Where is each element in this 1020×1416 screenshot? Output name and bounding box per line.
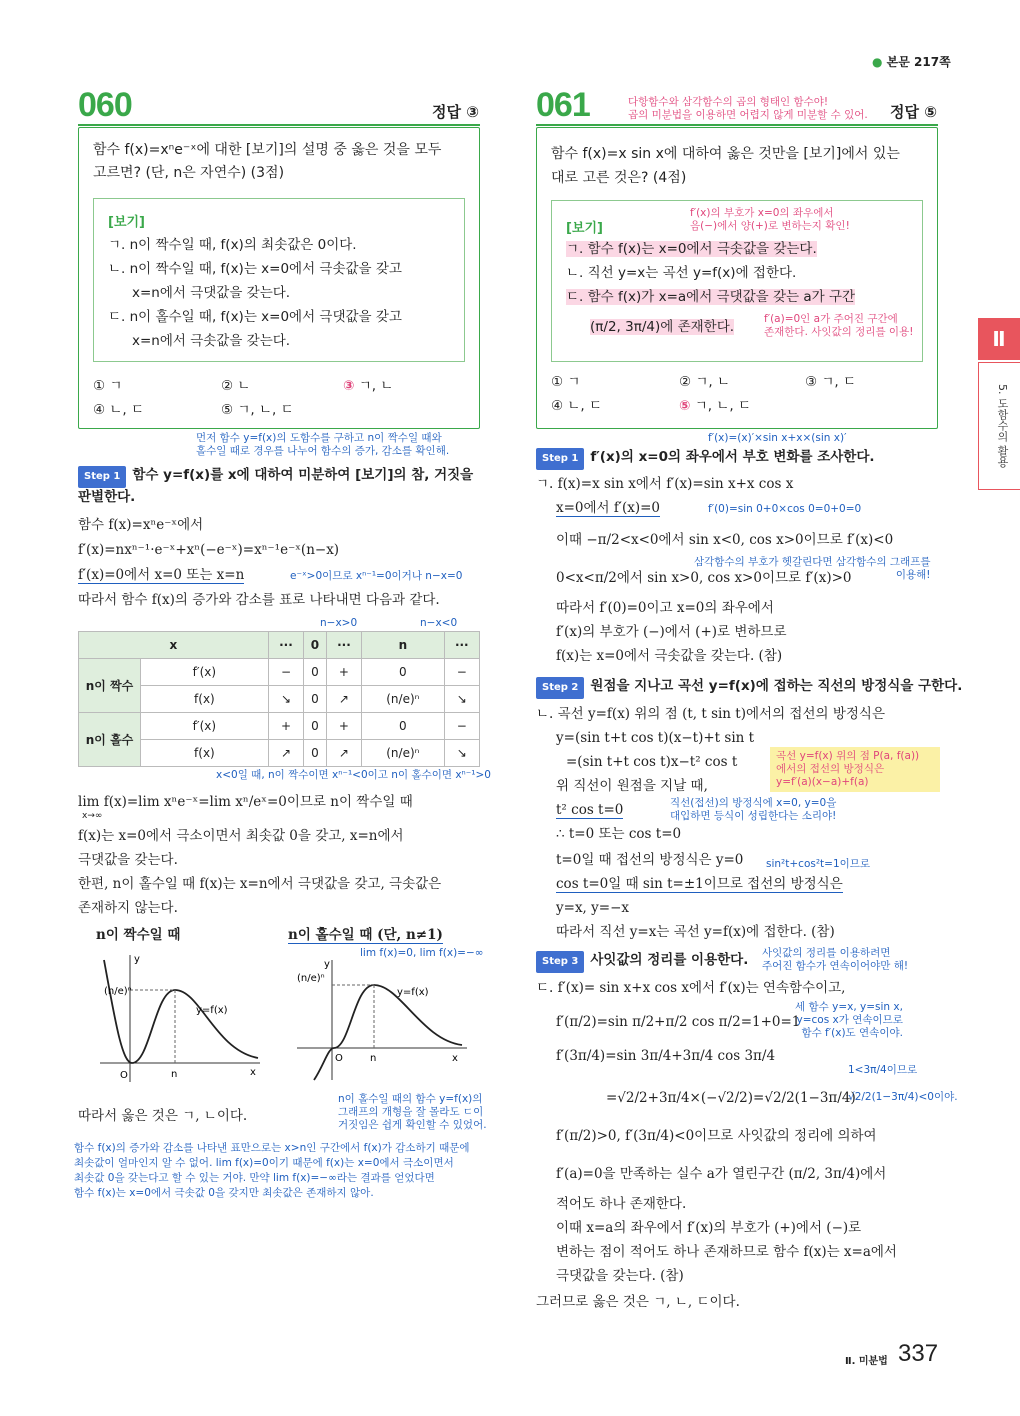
check-icon: ③ (343, 378, 355, 394)
table-cell: − (444, 659, 479, 686)
graph-even (90, 950, 265, 1085)
peak-label: (n/e)ⁿ (297, 973, 325, 984)
table-cell: (n/e)ⁿ (362, 740, 444, 767)
note-zero: e⁻ˣ>0이므로 xⁿ⁻¹=0이거나 n−x=0 (290, 570, 463, 582)
s3-line2: f′(π/2)=sin π/2+π/2 cos π/2=1+0=1 (556, 1014, 801, 1030)
table-cell: + (268, 713, 303, 740)
note-line: 대입하면 등식이 성립한다는 소리야! (670, 810, 837, 822)
s2-line5-text: t² cos t=0 (556, 802, 624, 818)
note-061-head (628, 96, 868, 122)
graph-odd-title-text: n이 홀수일 때 (단, n≠1) (288, 927, 443, 943)
note-step1-061: f′(x)=(x)′×sin x+x×(sin x)′ (708, 432, 847, 444)
s3-line10: 극댓값을 갖는다. (참) (556, 1268, 684, 1284)
question-060-line2: 고르면? (단, n은 자연수) (3점) (93, 165, 285, 181)
page-number: 337 (898, 1340, 939, 1367)
sol060-line7: 한편, n이 홀수일 때 f(x)는 x=n에서 극댓값을 갖고, 극솟값은 (78, 876, 442, 892)
conclusion-061: 그러므로 옳은 것은 ㄱ, ㄴ, ㄷ이다. (536, 1294, 740, 1310)
bogi-box-061 (551, 200, 923, 362)
peak-label: (n/e)ⁿ (104, 986, 132, 997)
table-cell: n (362, 632, 444, 659)
step-text: 사잇값의 정리를 이용한다. (590, 952, 749, 968)
s3-line6: f′(a)=0을 만족하는 실수 a가 열린구간 (π/2, 3π/4)에서 (556, 1166, 887, 1182)
note-line: 사잇값의 정리를 이용하려면 (762, 947, 891, 959)
note-line: 곡선 y=f(x) 위의 점 P(a, f(a)) (776, 750, 920, 762)
curve-label: y=f(x) (397, 987, 429, 998)
step1-061 (536, 447, 875, 470)
note-lim: lim f(x)=0, lim f(x)=−∞ (360, 947, 484, 959)
bogi-item-1-text: ㄱ. 함수 f(x)는 x=0에서 극솟값을 갖는다. (566, 241, 817, 257)
sol060-line3-text: f′(x)=0에서 x=0 또는 x=n (78, 567, 245, 583)
s1-line4: 0<x<π/2에서 sin x>0, cos x>0이므로 f′(x)>0 (556, 570, 852, 586)
choice-1[interactable]: ① ㄱ (551, 374, 581, 390)
table-cell: 0 (304, 713, 327, 740)
s2-line5 (556, 800, 623, 820)
choice-3[interactable]: ③ ㄱ, ㄷ (805, 374, 857, 390)
step-badge: Step 3 (536, 951, 584, 973)
s1-line6: f′(x)의 부호가 (−)에서 (+)로 변하므로 (556, 624, 787, 640)
note-pyth: sin²t+cos²t=1이므로 (766, 858, 871, 870)
step3-061 (536, 950, 748, 973)
s3-line3: f′(3π/4)=sin 3π/4+3π/4 cos 3π/4 (556, 1048, 776, 1064)
table-header-row (79, 632, 480, 659)
note-line: f′(x)의 부호가 x=0의 좌우에서 (690, 207, 834, 219)
note-line: y=f′(a)(x−a)+f(a) (776, 776, 869, 788)
note-line: 세 함수 y=x, y=sin x, (795, 1001, 903, 1013)
question-061-line2: 대로 고른 것은? (4점) (551, 170, 687, 186)
note-line: 최솟값 0을 갖는다고 할 수 있는 거야. 만약 lim f(x)=−∞라는 결과를 얻었다면 (74, 1172, 435, 1184)
graph-odd (292, 955, 472, 1085)
sol060-line2: f′(x)=nxⁿ⁻¹·e⁻ˣ+xⁿ(−e⁻ˣ)=xⁿ⁻¹e⁻ˣ(n−x) (78, 542, 340, 558)
table-cell: ↗ (326, 686, 361, 713)
circle-icon: ● (872, 55, 883, 69)
bogi-item-2: ㄴ. 직선 y=x는 곡선 y=f(x)에 접한다. (566, 265, 797, 281)
s3-line9: 변하는 점이 적어도 하나 존재하므로 함수 f(x)는 x=a에서 (556, 1244, 897, 1260)
n-label: n (171, 1069, 178, 1080)
note-line: 최솟값이 얼마인지 알 수 없어. lim f(x)=0이기 때문에 f(x)는 x=0에서 극소이면서 (74, 1157, 454, 1169)
s2-line8 (556, 874, 843, 894)
step1-060 (78, 465, 473, 488)
note-line: 존재한다. 사잇값의 정리를 이용! (764, 326, 914, 338)
step-badge: Step 2 (536, 677, 584, 699)
axis-label: y (134, 954, 140, 965)
choice-1[interactable]: ① ㄱ (93, 378, 123, 394)
note-line: 함수 f(x)는 x=0에서 극솟값 0을 갖지만 최솟값은 존재하지 않아. (74, 1187, 374, 1199)
bogi-note2 (764, 313, 913, 339)
s1-line3: 이때 −π/2<x<0에서 sin x<0, cos x>0이므로 f′(x)<0 (556, 532, 894, 548)
s2-line10: 따라서 직선 y=x는 곡선 y=f(x)에 접한다. (참) (556, 924, 835, 940)
note-line: 에서의 접선의 방정식은 (776, 763, 885, 775)
table-row (79, 713, 480, 740)
step2-061 (536, 676, 962, 699)
note-line: 삼각함수의 부호가 헷갈린다면 삼각함수의 그래프를 (694, 556, 931, 568)
problem-number-061: 061 (536, 86, 590, 124)
origin-label: O (120, 1070, 128, 1081)
axis-label: x (452, 1053, 458, 1064)
table-cell: x (79, 632, 269, 659)
choice-5-text: ㄱ, ㄴ, ㄷ (694, 398, 752, 414)
choice-2[interactable]: ② ㄱ, ㄴ (679, 374, 731, 390)
step-text: f′(x)의 x=0의 좌우에서 부호 변화를 조사한다. (590, 449, 875, 465)
table-cell: f′(x) (141, 659, 269, 686)
note-line: 거짓임은 쉽게 확인할 수 있었어. (338, 1119, 487, 1131)
table-row (79, 659, 480, 686)
choice-4[interactable]: ④ ㄴ, ㄷ (551, 398, 603, 414)
question-061-line1: 함수 f(x)=x sin x에 대하여 옳은 것만을 [보기]에서 있는 (551, 146, 900, 162)
table-cell: ↘ (444, 740, 479, 767)
step-text: 원점을 지나고 곡선 y=f(x)에 접하는 직선의 방정식을 구한다. (590, 678, 963, 694)
sol060-line4: 따라서 함수 f(x)의 증가와 감소를 표로 나타내면 다음과 같다. (78, 592, 440, 608)
bogi-item-3b (590, 317, 734, 337)
table-cell: 0 (304, 632, 327, 659)
table-cell: n이 홀수 (79, 713, 141, 767)
table-cell: 0 (362, 659, 444, 686)
choice-5[interactable]: ⑤ ㄱ, ㄴ, ㄷ (221, 402, 294, 418)
increase-decrease-table (78, 631, 480, 767)
table-cell: − (268, 659, 303, 686)
note-line: 직선(접선)의 방정식에 x=0, y=0을 (670, 797, 837, 809)
question-box-060 (78, 127, 480, 429)
note-line: 주어진 함수가 연속이어야만 해! (762, 960, 909, 972)
chapter-label: 5. 도함수의 활용 (978, 362, 1020, 490)
note-f0: f′(0)=sin 0+0×cos 0=0+0=0 (708, 503, 862, 515)
n-label: n (370, 1053, 377, 1064)
check-icon: ⑤ (679, 398, 691, 414)
note-line: n이 홀수일 때의 함수 y=f(x)의 (338, 1093, 483, 1105)
note-bottom (74, 1141, 470, 1201)
note-line: 그래프의 개형을 잘 몰라도 ㄷ이 (338, 1106, 484, 1118)
bogi-item-2: ㄴ. n이 짝수일 때, f(x)는 x=0에서 극솟값을 갖고 (108, 261, 402, 277)
s2-line1: ㄴ. 곡선 y=f(x) 위의 점 (t, t sin t)에서의 접선의 방정식은 (536, 706, 885, 722)
s1-line1: ㄱ. f(x)=x sin x에서 f′(x)=sin x+x cos x (536, 476, 794, 492)
note-line: 다항함수와 삼각함수의 곱의 형태인 함수야! (628, 96, 829, 108)
s3-line8: 이때 x=a의 좌우에서 f′(x)의 부호가 (+)에서 (−)로 (556, 1220, 862, 1236)
table-cell: f(x) (141, 686, 269, 713)
page-reference (872, 53, 951, 70)
sol060-line5: f(x)는 x=0에서 극소이면서 최솟값 0을 갖고, x=n에서 (78, 828, 404, 844)
answer-061: 정답 ⑤ (890, 103, 937, 121)
note-neg: √2/2(1−3π/4)<0이야. (848, 1091, 958, 1103)
table-cell: 0 (304, 659, 327, 686)
sol060-line3 (78, 565, 244, 585)
note-line: y=cos x가 연속이므로 (796, 1014, 903, 1026)
s1-line7: f(x)는 x=0에서 극솟값을 갖는다. (참) (556, 648, 783, 664)
s1-line5: 따라서 f′(0)=0이고 x=0의 좌우에서 (556, 600, 774, 616)
bogi-item-2b: x=n에서 극댓값을 갖는다. (132, 285, 291, 301)
s2-line9: y=x, y=−x (556, 900, 629, 916)
table-cell: (n/e)ⁿ (362, 686, 444, 713)
step-badge: Step 1 (536, 448, 584, 470)
lim-line: lim f(x)=lim xⁿe⁻ˣ=lim xⁿ/eˣ=0이므로 n이 짝수일 때 (78, 794, 413, 810)
note-origin (670, 797, 836, 823)
step-badge: Step 1 (78, 466, 126, 488)
note-line: 이용해! (895, 569, 931, 581)
table-cell: n이 짝수 (79, 659, 141, 713)
s2-line4: 위 직선이 원점을 지날 때, (556, 778, 708, 794)
axis-label: x (250, 1067, 256, 1078)
problem-number-060: 060 (78, 86, 132, 124)
divider-061 (536, 124, 938, 126)
note-sign-left: n−x>0 (320, 617, 358, 629)
bogi-title: [보기] (108, 215, 145, 230)
answer-060: 정답 ③ (432, 103, 479, 121)
question-box-061 (536, 127, 938, 429)
note-060-top (196, 432, 449, 458)
bogi-item-1: ㄱ. n이 짝수일 때, f(x)의 최솟값은 0이다. (108, 237, 357, 253)
footer-chapter: Ⅱ. 미분법 (845, 1356, 888, 1367)
note-sign-right: n−x<0 (420, 617, 458, 629)
curve (104, 960, 258, 1063)
conclusion-060: 따라서 옳은 것은 ㄱ, ㄴ이다. (78, 1108, 248, 1124)
curve-label: y=f(x) (196, 1005, 228, 1016)
reference-text: 본문 217쪽 (886, 55, 951, 69)
origin-label: O (335, 1053, 343, 1064)
step-text: 함수 y=f(x)를 x에 대하여 미분하여 [보기]의 참, 거짓을 (132, 467, 474, 483)
choice-5[interactable] (679, 396, 751, 416)
s2-line8-text: cos t=0일 때 sin t=±1이므로 접선의 방정식은 (556, 876, 843, 892)
axis-label: y (324, 959, 330, 970)
table-cell: f′(x) (141, 713, 269, 740)
bogi-title: [보기] (566, 221, 603, 236)
divider-060 (78, 124, 480, 126)
table-cell: 0 (304, 686, 327, 713)
note-line: 함수 f(x)의 증가와 감소를 나타낸 표만으로는 x>n인 구간에서 f(x)가 감소하기 때문에 (74, 1142, 470, 1154)
bogi-note1 (690, 207, 850, 233)
question-060-line1: 함수 f(x)=xⁿe⁻ˣ에 대한 [보기]의 설명 중 옳은 것을 모두 (93, 142, 442, 158)
choice-3-text: ㄱ, ㄴ (358, 378, 394, 394)
bogi-item-3b-text: (π/2, 3π/4)에 존재한다. (590, 319, 735, 335)
step1-060-cont: 판별한다. (78, 489, 136, 505)
table-cell: 0 (304, 740, 327, 767)
bogi-item-3: ㄷ. n이 홀수일 때, f(x)는 x=0에서 극댓값을 갖고 (108, 309, 402, 325)
s2-line6: ∴ t=0 또는 cos t=0 (556, 826, 682, 842)
note-ineq: 1<3π/4이므로 (848, 1064, 918, 1076)
table-cell: ↗ (326, 740, 361, 767)
s2-line2: y=(sin t+t cos t)(x−t)+t sin t (556, 730, 755, 746)
table-cell: − (444, 713, 479, 740)
bogi-box-060 (93, 198, 465, 362)
chapter-tab[interactable]: Ⅱ (978, 318, 1020, 360)
choice-3[interactable] (343, 376, 393, 396)
choice-4[interactable]: ④ ㄴ, ㄷ (93, 402, 145, 418)
note-step3 (762, 947, 908, 973)
table-cell: f(x) (141, 740, 269, 767)
note-odd (338, 1093, 487, 1132)
sol060-line8: 존재하지 않는다. (78, 900, 178, 916)
s3-line5: f′(π/2)>0, f′(3π/4)<0이므로 사잇값의 정리에 의하여 (556, 1128, 877, 1144)
s2-line3: =(sin t+t cos t)x−t² cos t (566, 754, 738, 770)
note-cont (795, 1001, 903, 1040)
graph-odd-title (288, 925, 443, 945)
choice-2[interactable]: ② ㄴ (221, 378, 251, 394)
s3-line4: =√2/2+3π/4×(−√2/2)=√2/2(1−3π/4) (606, 1090, 856, 1106)
bogi-item-3-text: ㄷ. 함수 f(x)가 x=a에서 극댓값을 갖는 a가 구간 (566, 289, 856, 305)
table-cell: + (326, 713, 361, 740)
lim-sub: x→∞ (82, 811, 103, 821)
s1-line2 (556, 498, 660, 518)
table-cell: + (326, 659, 361, 686)
table-cell: ↗ (268, 740, 303, 767)
curve (314, 985, 462, 1080)
sol060-line1: 함수 f(x)=xⁿe⁻ˣ에서 (78, 517, 204, 533)
note-table: x<0일 때, n이 짝수이면 xⁿ⁻¹<0이고 n이 홀수이면 xⁿ⁻¹>0 (216, 769, 491, 781)
note-tangent (770, 747, 940, 792)
bogi-item-3b: x=n에서 극솟값을 갖는다. (132, 333, 291, 349)
sol060-line6: 극댓값을 갖는다. (78, 852, 178, 868)
table-cell: ··· (444, 632, 479, 659)
bogi-item-1 (566, 239, 817, 259)
graph-even-title: n이 짝수일 때 (96, 927, 181, 943)
bogi-item-3 (566, 287, 855, 307)
s1-line2-text: x=0에서 f′(x)=0 (556, 500, 660, 516)
note-line: 함수 f′(x)도 연속이야. (801, 1027, 903, 1039)
s2-line7: t=0일 때 접선의 방정식은 y=0 (556, 852, 744, 868)
table-cell: 0 (362, 713, 444, 740)
table-cell: ↘ (444, 686, 479, 713)
note-line: f′(a)=0인 a가 주어진 구간에 (764, 313, 898, 325)
note-line: 먼저 함수 y=f(x)의 도함수를 구하고 n이 짝수일 때와 (196, 432, 442, 444)
s3-line1: ㄷ. f′(x)= sin x+x cos x에서 f′(x)는 연속함수이고, (536, 980, 846, 996)
table-cell: ··· (268, 632, 303, 659)
note-line: 홀수일 때로 경우를 나누어 함수의 증가, 감소를 확인해. (196, 445, 450, 457)
table-cell: ↘ (268, 686, 303, 713)
note-line: 음(−)에서 양(+)로 변하는지 확인! (690, 220, 850, 232)
table-cell: ··· (326, 632, 361, 659)
s3-line7: 적어도 하나 존재한다. (556, 1196, 687, 1212)
note-line: 곱의 미분법을 이용하면 어렵지 않게 미분할 수 있어. (628, 109, 868, 121)
